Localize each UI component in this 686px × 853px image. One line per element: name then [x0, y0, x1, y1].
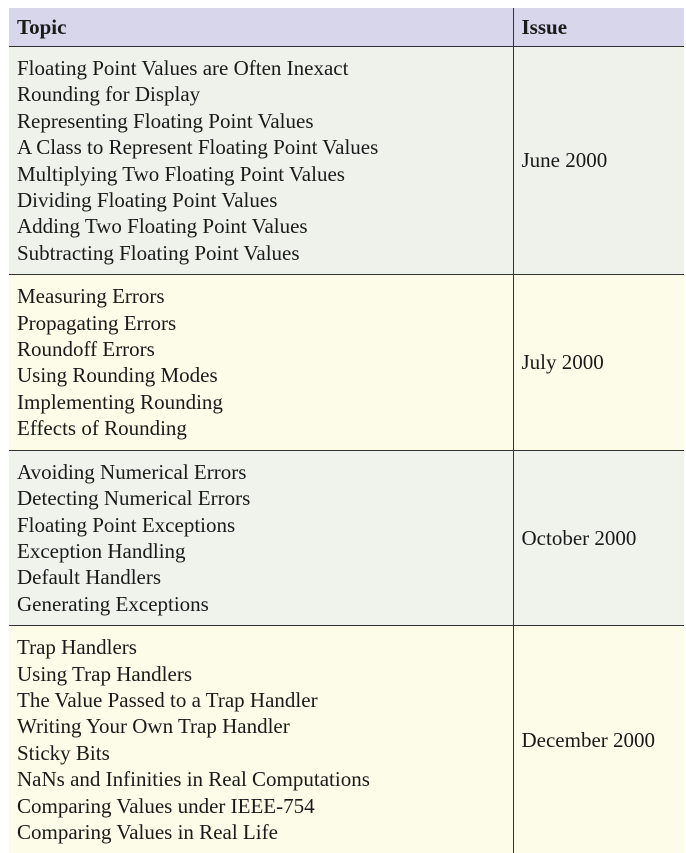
- topic-item: Default Handlers: [17, 564, 513, 590]
- topic-item: Comparing Values under IEEE-754: [17, 793, 513, 819]
- topic-item: Propagating Errors: [17, 310, 513, 336]
- topic-item: Writing Your Own Trap Handler: [17, 713, 513, 739]
- topic-item: Trap Handlers: [17, 634, 513, 660]
- topic-item: Multiplying Two Floating Point Values: [17, 161, 513, 187]
- topic-item: Floating Point Values are Often Inexact: [17, 55, 513, 81]
- topic-item: The Value Passed to a Trap Handler: [17, 687, 513, 713]
- topic-item: Rounding for Display: [17, 81, 513, 107]
- topic-item: Sticky Bits: [17, 740, 513, 766]
- topic-column-header: Topic: [9, 8, 513, 47]
- topic-cell: [9, 626, 513, 853]
- topic-item: Roundoff Errors: [17, 336, 513, 362]
- issue-cell: July 2000: [513, 275, 684, 450]
- table-row: [9, 626, 684, 853]
- table-row: [9, 47, 684, 275]
- issue-cell: October 2000: [513, 450, 684, 625]
- topic-item: Implementing Rounding: [17, 389, 513, 415]
- topic-item: Detecting Numerical Errors: [17, 485, 513, 511]
- topic-item: Floating Point Exceptions: [17, 512, 513, 538]
- topic-item: Comparing Values in Real Life: [17, 819, 513, 845]
- topic-item: A Class to Represent Floating Point Values: [17, 134, 513, 160]
- topic-item: Measuring Errors: [17, 283, 513, 309]
- topic-item: Subtracting Floating Point Values: [17, 240, 513, 266]
- topic-item: Dividing Floating Point Values: [17, 187, 513, 213]
- topic-item: NaNs and Infinities in Real Computations: [17, 766, 513, 792]
- topics-table: [9, 8, 684, 853]
- table-row: [9, 450, 684, 625]
- topic-item: Representing Floating Point Values: [17, 108, 513, 134]
- topic-item: Adding Two Floating Point Values: [17, 213, 513, 239]
- topic-item: Using Trap Handlers: [17, 661, 513, 687]
- table-row: [9, 275, 684, 450]
- topic-item: Effects of Rounding: [17, 415, 513, 441]
- topic-cell: [9, 275, 513, 450]
- issue-cell: December 2000: [513, 626, 684, 853]
- topic-item: Using Rounding Modes: [17, 362, 513, 388]
- topic-item: Generating Exceptions: [17, 591, 513, 617]
- issue-cell: June 2000: [513, 47, 684, 275]
- topic-cell: [9, 450, 513, 625]
- topic-cell: [9, 47, 513, 275]
- table-body: [9, 47, 684, 853]
- topics-table-container: [9, 8, 684, 853]
- topic-item: Avoiding Numerical Errors: [17, 459, 513, 485]
- issue-column-header: Issue: [513, 8, 684, 47]
- table-header-row: [9, 8, 684, 47]
- topic-item: Exception Handling: [17, 538, 513, 564]
